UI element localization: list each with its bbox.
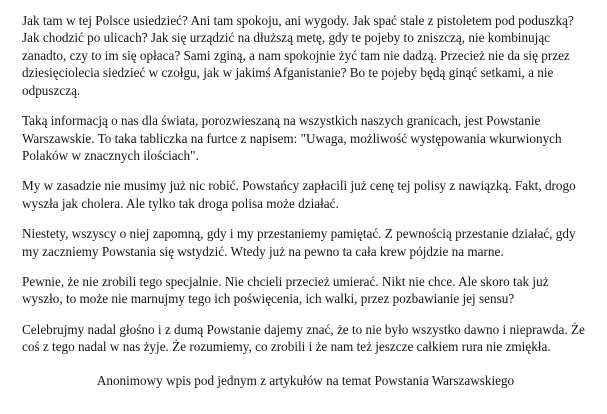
attribution-line: Anonimowy wpis pod jednym z artykułów na temat Powstania Warszawskiego	[96, 372, 515, 388]
body-paragraph: My w zasadzie nie musimy już nic robić. Powstańcy zapłacili już cenę tej polisy z nawiązką. Fakt, drogo wyszła jak cholera. Ale tylko tak droga polisa może działać.	[22, 178, 576, 211]
body-paragraph: Niestety, wszyscy o niej zapomną, gdy i my przestaniemy pamiętać. Z pewnością przestanie działać, gdy my zaczniemy Powstania się wstydzić. Wtedy już na pewno ta cała krew pójdzie na marne.	[22, 226, 576, 259]
body-paragraph: Pewnie, że nie zrobili tego specjalnie. Nie chcieli przecież umierać. Nikt nie chce. Ale skoro tak już wyszło, to może nie marnujmy tego ich poświęcenia, ich walki, przez pozbawianie jej sensu?	[22, 274, 549, 307]
body-paragraph: Taką informacją o nas dla świata, porozwieszaną na wszystkich naszych granicach, jest Powstanie Warszawskie. To taka tabliczka na furtce z napisem: "Uwaga, możliwość występowania wkurwionych Polaków w znacznych ilościach".	[22, 113, 562, 163]
body-paragraph: Celebrujmy nadal głośno i z dumą Powstanie dajemy znać, że to nie było wszystko dawno i nieprawda. Że coś z tego nadal w nas żyje. Że rozumiemy, co zrobili i że nam też jeszcze całkiem rura nie zmiękła.	[22, 321, 585, 355]
body-paragraph: Jak tam w tej Polsce usiedzieć? Ani tam spokoju, ani wygody. Jak spać stale z pistoletem pod poduszką? Jak chodzić po ulicach? Jak się urządzić na dłuższą metę, gdy te pojeby to zniszczą, nie kombinując zanadto, czy to im się opłaca? Sami zginą, a nam spokojnie żyć tam nie dadzą. Przecież nie da się przez dziesięciolecia siedzieć w czołgu, jak w jakimś Afganistanie? Bo te pojeby będą ginąć setkami, a nie odpuszczą.	[22, 13, 574, 98]
